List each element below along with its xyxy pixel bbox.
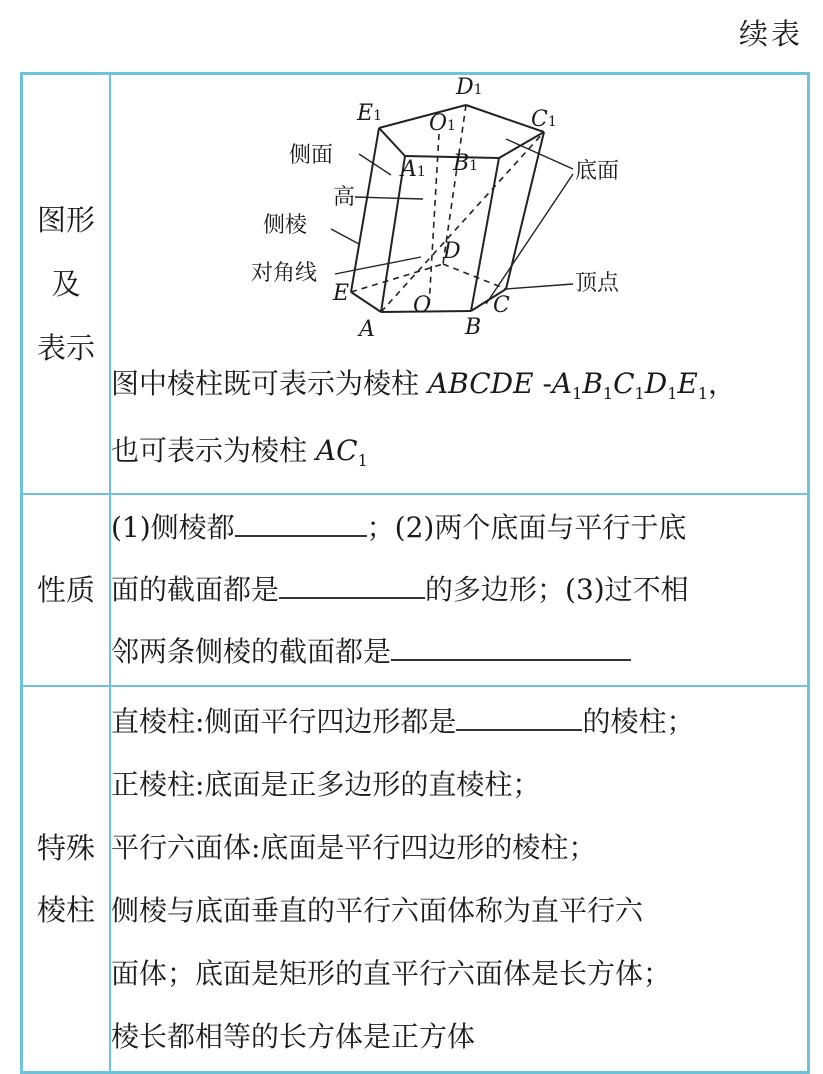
answer-blank-3[interactable]: [391, 623, 631, 661]
properties-line-1: (1)侧棱都 ；(2)两个底面与平行于底: [111, 497, 807, 559]
answer-blank-1[interactable]: [235, 499, 367, 537]
vertex-label-b: B: [465, 315, 482, 340]
special-line-4: 侧棱与底面垂直的平行六面体称为直平行六: [111, 893, 644, 927]
vertex-label-c1: C1: [531, 107, 557, 132]
label-base: 底面: [575, 159, 620, 184]
row-properties: [22, 494, 809, 686]
label-vertex: 顶点: [575, 271, 620, 296]
prism-diagram: [251, 75, 813, 359]
vertex-label-d1: D1: [456, 75, 483, 100]
answer-blank-2[interactable]: [279, 561, 425, 599]
row-label-properties: 性质: [22, 494, 111, 686]
special-cell: [110, 686, 809, 1072]
caption-line-2: 也可表示为棱柱 $AC_1$: [111, 434, 368, 470]
row-special-prisms: [22, 686, 809, 1072]
vertex-label-d: D: [443, 239, 461, 264]
row-label-figure: 图形 及 表示: [22, 74, 111, 495]
label-height: 高: [333, 185, 356, 210]
vertex-label-c: C: [493, 293, 510, 318]
label-diagonal: 对角线: [251, 261, 318, 286]
prism-table: [20, 72, 810, 1074]
vertex-label-a: A: [359, 317, 375, 342]
vertex-label-e1: E1: [357, 101, 382, 126]
vertex-label-a1: A1: [401, 157, 426, 182]
properties-line-3: 邻两条侧棱的截面都是: [111, 621, 807, 683]
label-side-face: 侧面: [289, 143, 334, 168]
row-label-special: 特殊 棱柱: [22, 686, 111, 1072]
continued-label: 续表: [738, 17, 803, 51]
answer-blank-4[interactable]: [456, 693, 582, 731]
vertex-label-o: O: [413, 293, 432, 318]
caption-line-1: 图中棱柱既可表示为棱柱 ABCDE $-A_1B_1C_1D_1E_1$，: [111, 367, 737, 403]
vertex-label-e: E: [333, 281, 350, 306]
vertex-label-b1: B1: [453, 151, 479, 176]
special-line-1: 直棱柱:侧面平行四边形都是 的棱柱；: [111, 690, 807, 753]
figure-cell: [110, 74, 809, 495]
row-figure: [22, 74, 809, 495]
special-line-2: 正棱柱:底面是正多边形的直棱柱；: [111, 767, 541, 801]
vertex-label-o1: O1: [429, 111, 456, 136]
properties-cell: [110, 494, 809, 686]
special-line-5: 面体；底面是矩形的直平行六面体是长方体；: [111, 956, 672, 990]
special-line-6: 棱长都相等的长方体是正方体: [111, 1019, 476, 1053]
special-line-3: 平行六面体:底面是平行四边形的棱柱；: [111, 830, 597, 864]
properties-line-2: 面的截面都是 的多边形；(3)过不相: [111, 559, 807, 621]
label-side-edge: 侧棱: [263, 213, 308, 238]
